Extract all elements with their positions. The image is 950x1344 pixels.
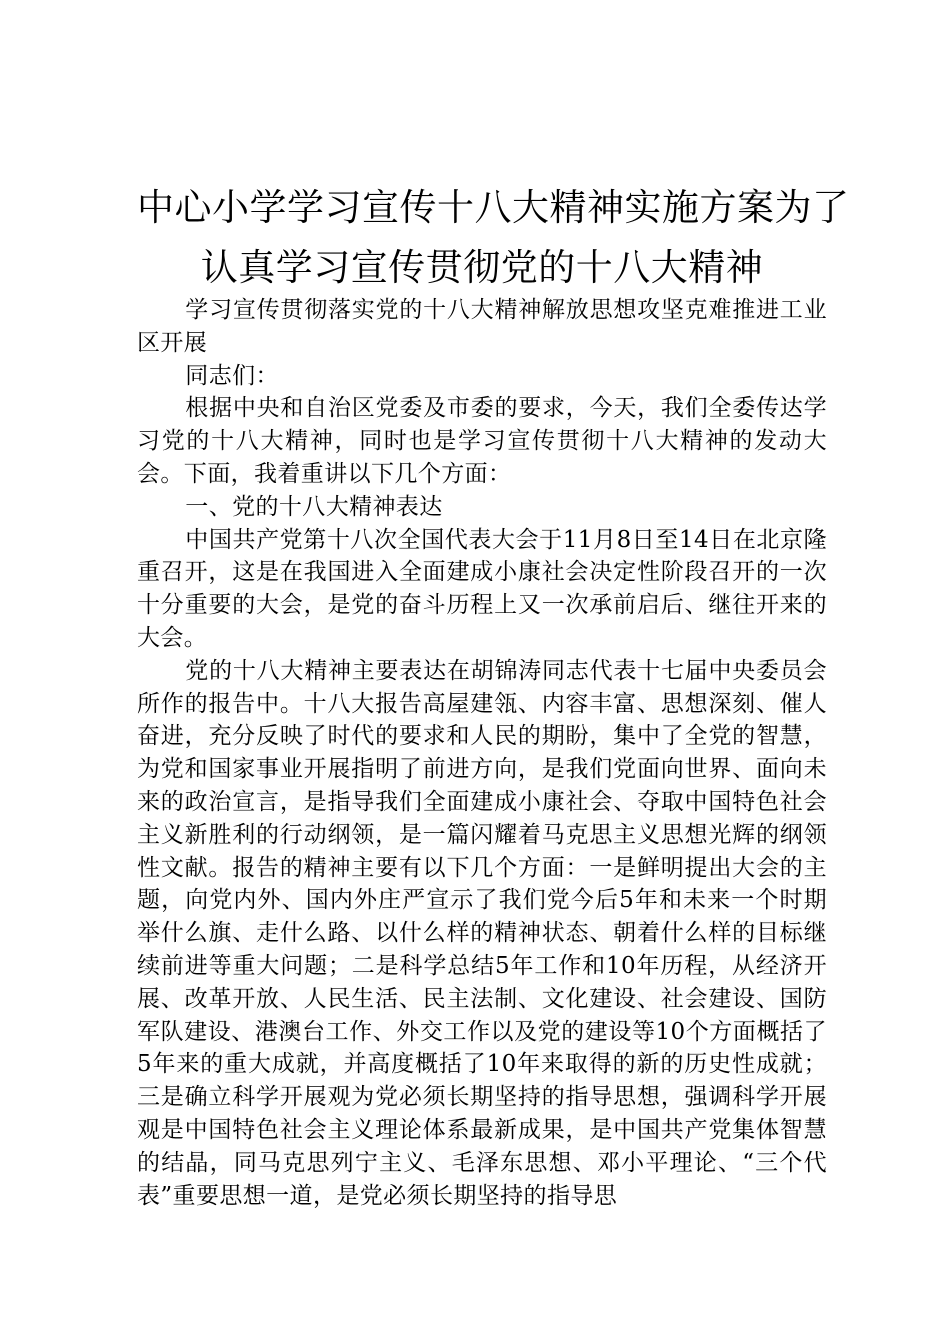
title-line-1: 中心小学学习宣传十八大精神实施方案为了 — [137, 186, 850, 229]
subtitle-paragraph: 学习宣传贯彻落实党的十八大精神解放思想攻坚克难推进工业区开展 — [137, 297, 827, 356]
section-heading: 一、党的十八大精神表达 — [185, 493, 443, 520]
document-title — [137, 178, 850, 298]
document-body — [137, 294, 827, 1212]
salutation-paragraph: 同志们： — [185, 362, 279, 389]
intro-paragraph: 根据中央和自治区党委及市委的要求，今天，我们全委传达学习党的十八大精神，同时也是学习宣传贯彻十八大精神的发动大会。下面，我着重讲以下几个方面： — [137, 395, 827, 487]
title-line-2: 认真学习宣传贯彻党的十八大精神 — [200, 246, 764, 289]
body-paragraph: 党的十八大精神主要表达在胡锦涛同志代表十七届中央委员会所作的报告中。十八大报告高屋建瓴、内容丰富、思想深刻、催人奋进，充分反映了时代的要求和人民的期盼，集中了全党的智慧，为党和国家事业开展指明了前进方向，是我们党面向世界、面向未来的政治宣言，是指导我们全面建成小康社会、夺取中国特色社会主义新胜利的行动纲领，是一篇闪耀着马克思主义思想光辉的纲领性文献。报告的精神主要有以下几个方面：一是鲜明提出大会的主题，向党内外、国内外庄严宣示了我们党今后5年和未来一个时期举什么旗、走什么路、以什么样的精神状态、朝着什么样的目标继续前进等重大问题；二是科学总结5年工作和10年历程，从经济开展、改革开放、人民生活、民主法制、文化建设、社会建设、国防军队建设、港澳台工作、外交工作以及党的建设等10个方面概括了5年来的重大成就，并高度概括了10年来取得的新的历史性成就；三是确立科学开展观为党必须长期坚持的指导思想，强调科学开展观是中国特色社会主义理论体系最新成果，是中国共产党集体智慧的结晶，同马克思列宁主义、毛泽东思想、邓小平理论、“三个代表”重要思想一道，是党必须长期坚持的指导思 — [137, 657, 827, 1209]
body-paragraph: 中国共产党第十八次全国代表大会于11月8日至14日在北京隆重召开，这是在我国进入全面建成小康社会决定性阶段召开的一次十分重要的大会，是党的奋斗历程上又一次承前启后、继往开来的大会。 — [137, 526, 827, 651]
